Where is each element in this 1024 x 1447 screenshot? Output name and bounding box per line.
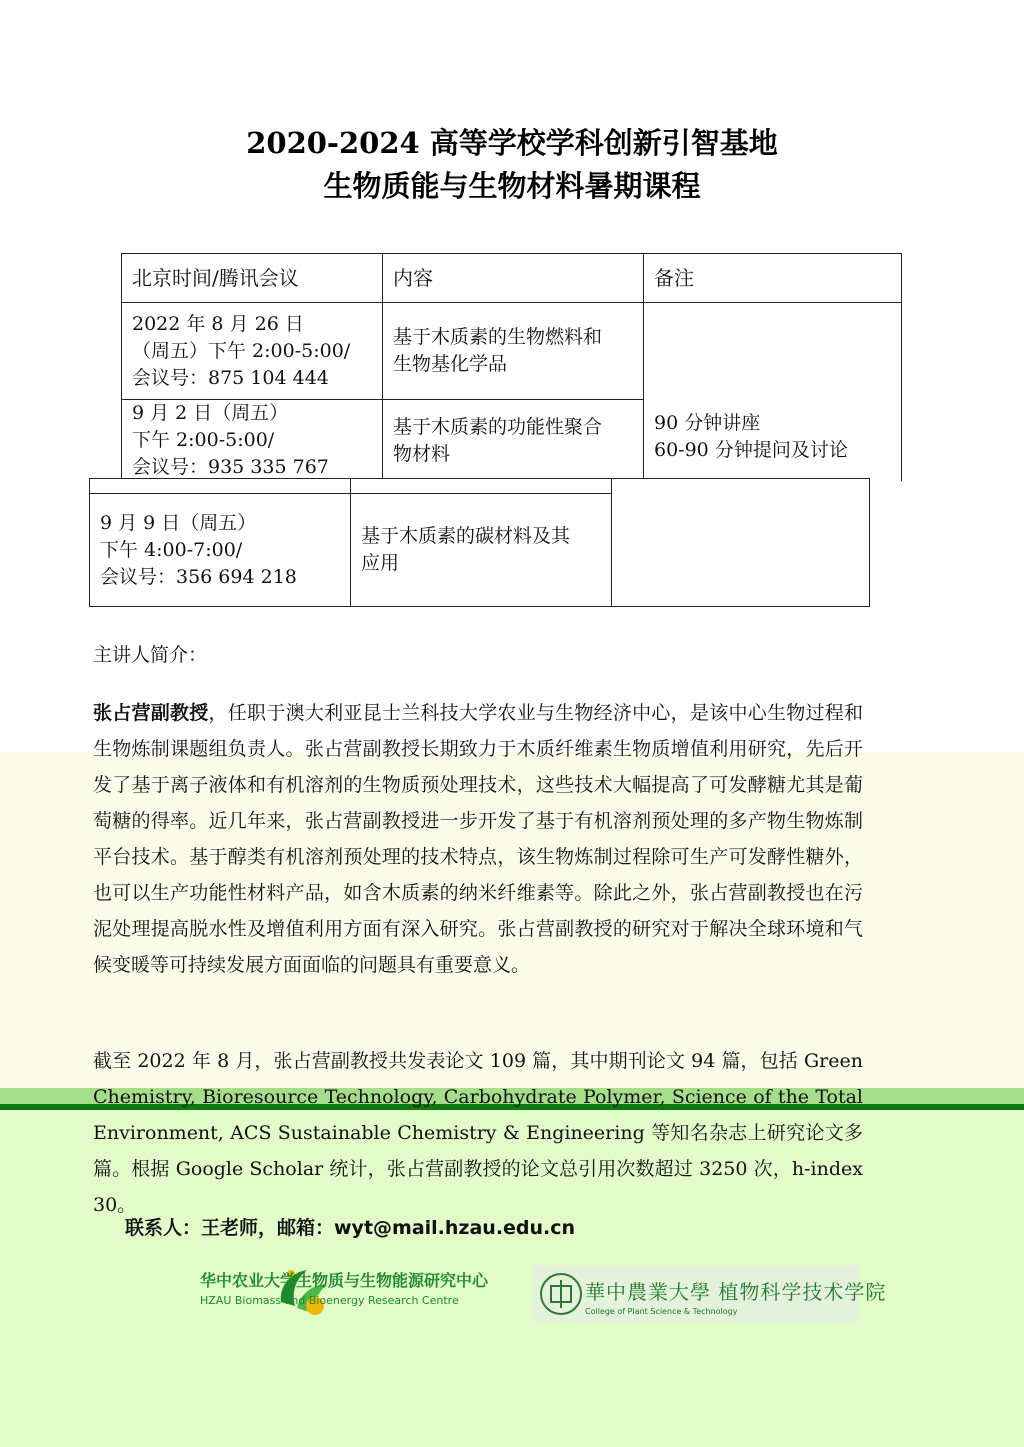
plant-science-logo (585, 1276, 886, 1316)
header-remark: 备注 (644, 254, 902, 303)
speaker-bio-text: ，任职于澳大利亚昆士兰科技大学农业与生物经济中心，是该中心生物过程和生物炼制课题组负责人。张占营副教授长期致力于木质纤维素生物质增值利用研究，先后开发了基于离子液体和有机溶剂的生物质预处理技术，这些技术大幅提高了可发酵糖尤其是葡萄糖的得率。近几年来，张占营副教授进一步开发了基于有机溶剂预处理的多产物生物炼制平台技术。基于醇类有机溶剂预处理的技术特点，该生物炼制过程除可生产可发酵性糖外，也可以生产功能性材料产品，如含木质素的纳米纤维素等。除此之外，张占营副教授也在污泥处理提高脱水性及增值利用方面有深入研究。张占营副教授的研究对于解决全球环境和气候变暖等可持续发展方面面临的问题具有重要意义。 (93, 702, 863, 976)
header-time: 北京时间/腾讯会议 (122, 254, 383, 303)
row2-meeting-id: 会议号：935 335 767 (132, 456, 329, 478)
row1-time (122, 303, 383, 400)
row2-content-line1: 基于木质素的功能性聚合 (393, 415, 603, 438)
remark-line2: 60-90 分钟提问及讨论 (654, 439, 848, 461)
remark-cell (644, 303, 902, 482)
row2-time (122, 400, 383, 482)
row3-content-line1: 基于木质素的碳材料及其 (361, 525, 571, 547)
speaker-bio-paragraph (93, 695, 863, 983)
title-line-1: 2020-2024 高等学校学科创新引智基地 (246, 126, 778, 160)
hzau-biomass-logo (200, 1268, 488, 1307)
publication-paragraph: 截至 2022 年 8 月，张占营副教授共发表论文 109 篇，其中期刊论文 94 篇，包括 Green Chemistry, Bioresource Technology, Carbohydrate Polymer, Science of the Total Environment, ACS Sustainable Chemistry & Engineering 等知名杂志上研究论文多篇。根据 Google Scholar 统计，张占营副教授的论文总引用次数超过 3250 次，h-index 30。 (93, 1050, 863, 1216)
header-content: 内容 (383, 254, 644, 303)
schedule-table (121, 253, 902, 481)
row3-time-line2: 下午 4:00-7:00/ (100, 538, 243, 561)
row2-time-line1: 9 月 2 日（周五） (132, 402, 289, 424)
row1-time-line1: 2022 年 8 月 26 日 (132, 312, 304, 335)
logo-left-en: HZAU Biomass and Bioenergy Research Centre (200, 1294, 459, 1307)
speaker-intro-heading: 主讲人简介： (93, 644, 208, 666)
row2-content-line2: 物材料 (393, 442, 451, 465)
row3-content (351, 494, 612, 607)
row1-content-line1: 基于木质素的生物燃料和 (393, 326, 603, 348)
remark-line1: 90 分钟讲座 (654, 412, 761, 434)
title-line-2: 生物质能与生物材料暑期课程 (323, 169, 701, 203)
logo-right-cn: 華中農業大學 植物科学技术学院 (585, 1280, 887, 1304)
page-title (0, 122, 1024, 208)
speaker-name: 张占营副教授 (93, 702, 209, 724)
row3-meeting-id: 会议号：356 694 218 (100, 565, 297, 588)
row2-time-line2: 下午 2:00-5:00/ (132, 429, 275, 451)
row1-content-line2: 生物基化学品 (393, 353, 508, 375)
row3-time (90, 494, 351, 607)
schedule-table-continued (89, 478, 870, 607)
logo-right-en: College of Plant Science & Technology (585, 1307, 738, 1316)
logo-left-cn: 华中农业大学生物质与生物能源研究中心 (200, 1271, 489, 1290)
remark-cell-continued (612, 494, 870, 607)
contact-info: 联系人：王老师，邮箱：wyt@mail.hzau.edu.cn (125, 1217, 576, 1239)
row1-meeting-id: 会议号：875 104 444 (132, 366, 329, 389)
row1-content (383, 303, 644, 400)
row1-time-line2: （周五）下午 2:00-5:00/ (132, 339, 351, 362)
hzau-seal-icon (537, 1270, 585, 1318)
row2-content (383, 400, 644, 482)
row3-content-line2: 应用 (361, 552, 400, 574)
row3-time-line1: 9 月 9 日（周五） (100, 511, 257, 534)
